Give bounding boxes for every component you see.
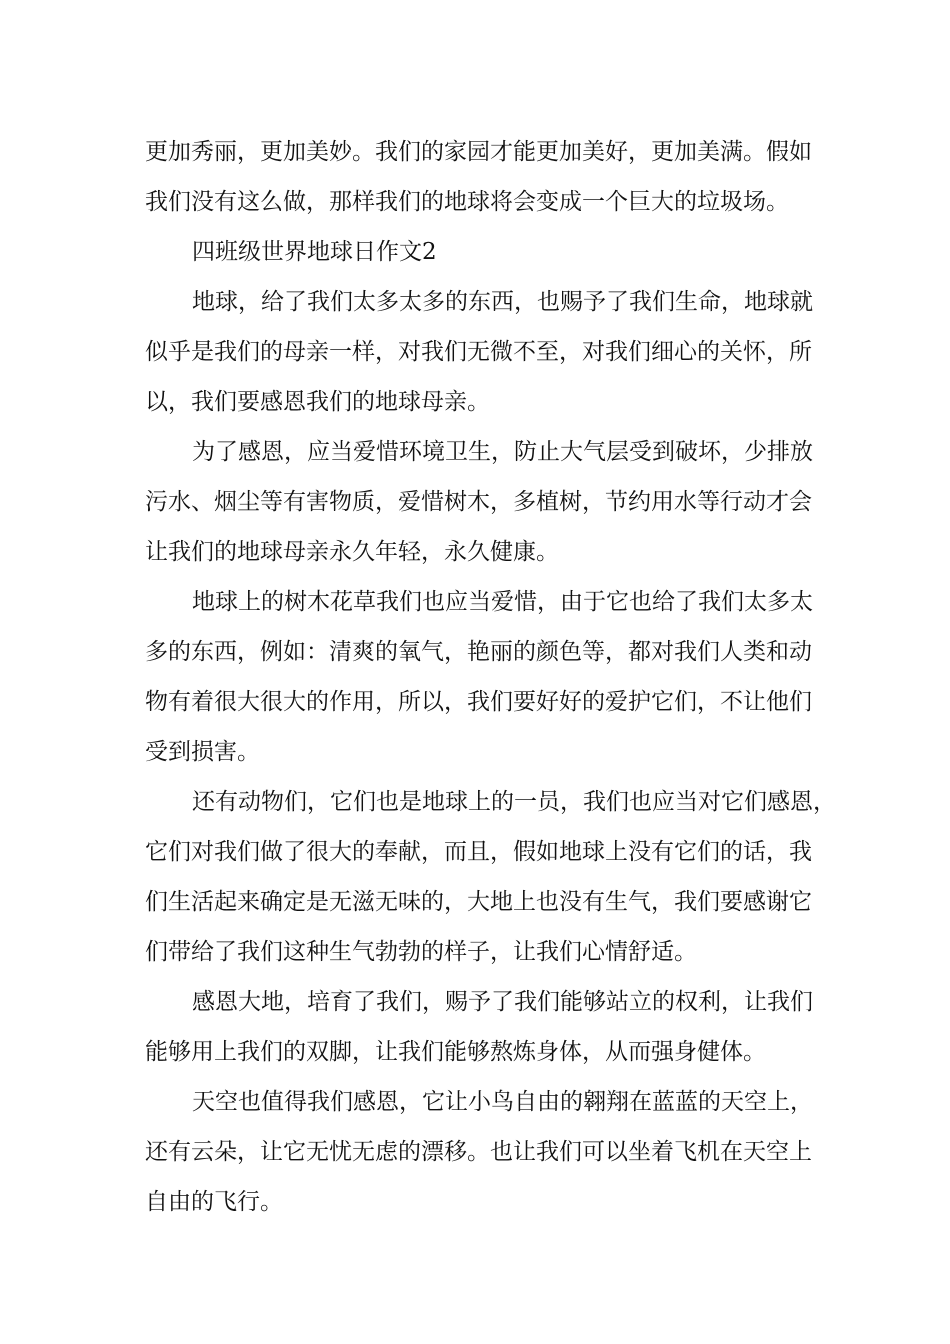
text-line: 我们没有这么做，那样我们的地球将会变成一个巨大的垃圾场。 [145, 189, 789, 215]
text-line: 地球上的树木花草我们也应当爱惜，由于它也给了我们太多太 [192, 589, 813, 615]
text-line: 似乎是我们的母亲一样，对我们无微不至，对我们细心的关怀，所 [145, 339, 812, 365]
section-heading: 四班级世界地球日作文2 [192, 239, 437, 265]
text-line: 它们对我们做了很大的奉献，而且，假如地球上没有它们的话，我 [145, 839, 812, 865]
text-line: 以，我们要感恩我们的地球母亲。 [145, 389, 490, 415]
text-line: 为了感恩，应当爱惜环境卫生，防止大气层受到破坏，少排放 [192, 439, 813, 465]
text-line: 感恩大地，培育了我们，赐予了我们能够站立的权利，让我们 [192, 989, 813, 1015]
text-line: 让我们的地球母亲永久年轻，永久健康。 [145, 539, 559, 565]
text-line: 物有着很大很大的作用，所以，我们要好好的爱护它们，不让他们 [145, 689, 812, 715]
text-line: 天空也值得我们感恩，它让小鸟自由的翱翔在蓝蓝的天空上， [192, 1089, 813, 1115]
text-line: 们带给了我们这种生气勃勃的样子，让我们心情舒适。 [145, 939, 697, 965]
text-line: 污水、烟尘等有害物质，爱惜树木，多植树，节约用水等行动才会 [145, 489, 812, 515]
text-line: 还有动物们，它们也是地球上的一员，我们也应当对它们感恩， [192, 789, 836, 815]
text-line: 多的东西，例如：清爽的氧气，艳丽的颜色等，都对我们人类和动 [145, 639, 812, 665]
text-line: 地球，给了我们太多太多的东西，也赐予了我们生命，地球就 [192, 289, 813, 315]
text-line: 还有云朵，让它无忧无虑的漂移。也让我们可以坐着飞机在天空上 [145, 1139, 812, 1165]
text-line: 们生活起来确定是无滋无味的，大地上也没有生气，我们要感谢它 [145, 889, 812, 915]
text-line: 自由的飞行。 [145, 1189, 283, 1215]
text-line: 更加秀丽，更加美妙。我们的家园才能更加美好，更加美满。假如 [145, 139, 812, 165]
text-line: 受到损害。 [145, 739, 260, 765]
text-line: 能够用上我们的双脚，让我们能够熬炼身体，从而强身健体。 [145, 1039, 766, 1065]
